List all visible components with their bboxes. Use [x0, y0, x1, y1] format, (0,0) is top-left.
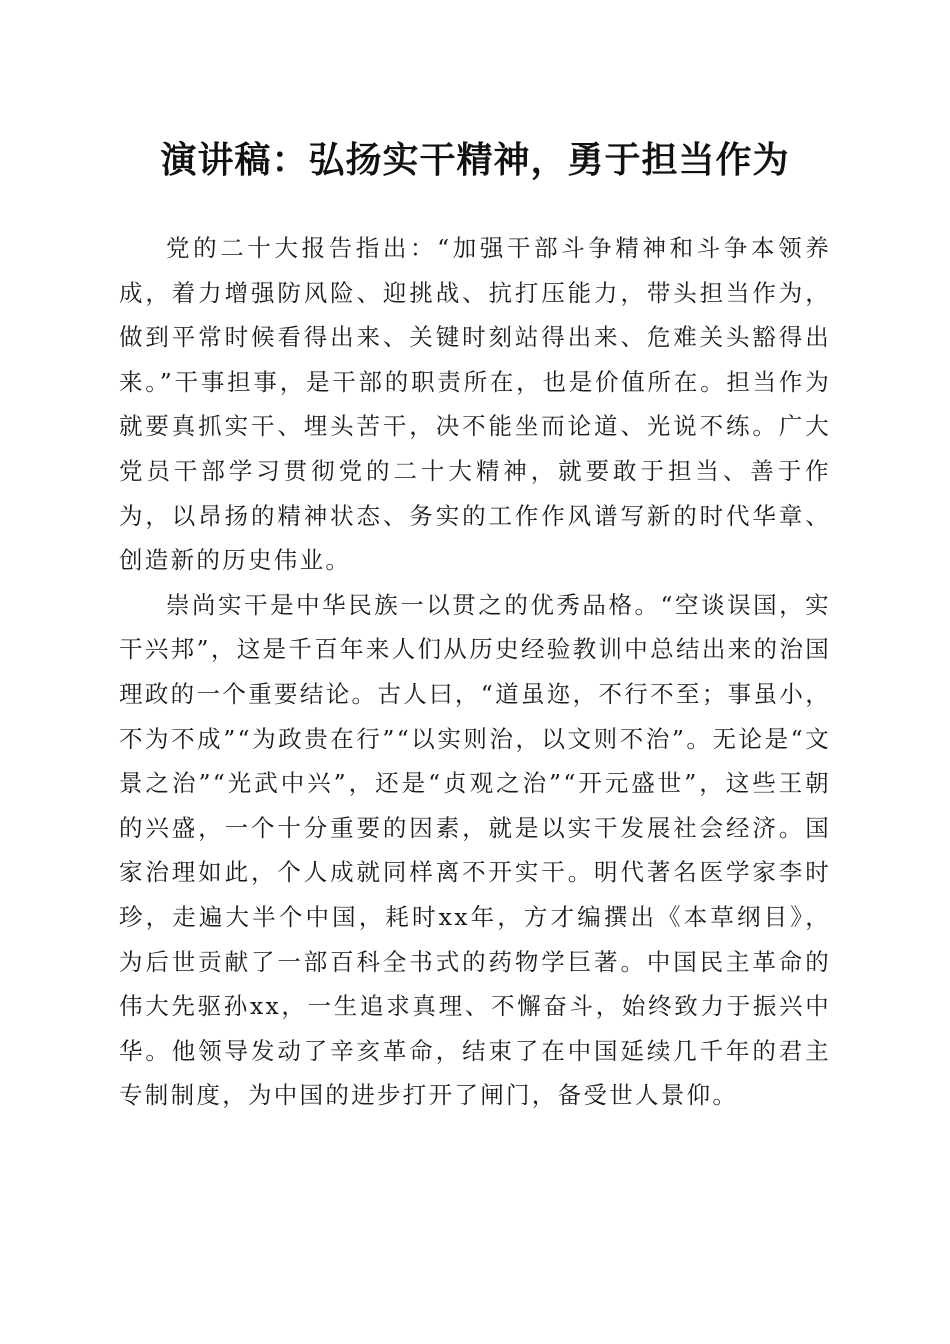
- document-title: 演讲稿：弘扬实干精神，勇于担当作为: [160, 139, 790, 181]
- document-body: [119, 226, 831, 1118]
- paragraph: 党的二十大报告指出：“加强干部斗争精神和斗争本领养成，着力增强防风险、迎挑战、抗打压能力，带头担当作为，做到平常时候看得出来、关键时刻站得出来、危难关头豁得出来。”干事担事，是干部的职责所在，也是价值所在。担当作为就要真抓实干、埋头苦干，决不能坐而论道、光说不练。广大党员干部学习贯彻党的二十大精神，就要敢于担当、善于作为，以昂扬的精神状态、务实的工作作风谱写新的时代华章、创造新的历史伟业。: [119, 234, 831, 575]
- paragraph: 崇尚实干是中华民族一以贯之的优秀品格。“空谈误国，实干兴邦”，这是千百年来人们从历史经验教训中总结出来的治国理政的一个重要结论。古人曰，“道虽迩，不行不至；事虽小，不为不成”“为政贵在行”“以实则治，以文则不治”。无论是“文景之治”“光武中兴”，还是“贞观之治”“开元盛世”，这些王朝的兴盛，一个十分重要的因素，就是以实干发展社会经济。国家治理如此，个人成就同样离不开实干。明代著名医学家李时珍，走遍大半个中国，耗时xx年，方才编撰出《本草纲目》，为后世贡献了一部百科全书式的药物学巨著。中国民主革命的伟大先驱孙xx，一生追求真理、不懈奋斗，始终致力于振兴中华。他领导发动了辛亥革命，结束了在中国延续几千年的君主专制制度，为中国的进步打开了闸门，备受世人景仰。: [119, 590, 831, 1110]
